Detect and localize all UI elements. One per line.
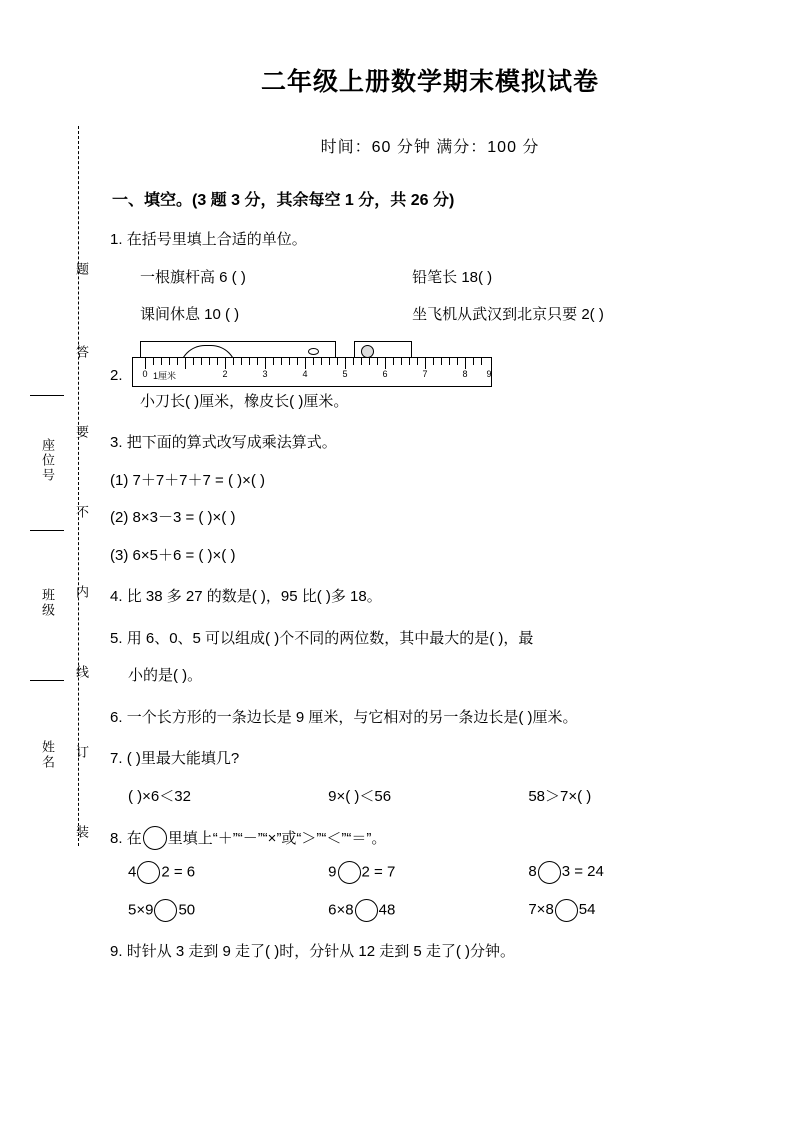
binding-rule-1 (30, 395, 64, 396)
binding-label-yao: 要 (74, 425, 89, 440)
question-3-item-1: (1) 7＋7＋7＋7 = ( )×( ) (110, 471, 266, 489)
question-2-number: 2. (110, 366, 123, 384)
binding-label-ti: 题 (74, 262, 89, 277)
question-2-figure (132, 341, 750, 387)
question-7-items (128, 786, 750, 809)
binding-field-class: 班级 (40, 588, 55, 618)
ruler-icon (132, 357, 492, 387)
page-title: 二年级上册数学期末模拟试卷 (260, 68, 599, 96)
question-5 (110, 628, 750, 651)
question-7 (110, 748, 750, 771)
exam-info: 时间：60 分钟 满分：100 分 (320, 139, 540, 156)
question-6-number: 6. (110, 708, 123, 726)
question-4-number: 4. (110, 588, 123, 605)
question-6-stem: 一个长方形的一条边长是 9 厘米，与它相对的另一条边长是( )厘米。 (126, 708, 578, 726)
binding-label-ding: 订 (74, 745, 89, 760)
question-8-stem-prefix: 在 (126, 829, 142, 847)
operator-blank-circle-icon (355, 899, 378, 922)
ruler-unit-label: 1厘米 (153, 370, 177, 381)
ruler-number-0: 0 (142, 368, 148, 379)
binding-rule-3 (30, 680, 64, 681)
question-8-row-2 (128, 899, 750, 922)
question-9-number: 9. (110, 943, 123, 960)
question-9-stem: 时针从 3 走到 9 走了( )时，分针从 12 走到 5 走了( )分钟。 (126, 943, 516, 960)
question-7-stem: ( )里最大能填几? (126, 750, 240, 767)
operator-blank-circle-icon (538, 861, 561, 884)
binding-label-zhuang: 装 (74, 825, 89, 840)
knife-hole (308, 348, 319, 355)
question-1-stem: 在括号里填上合适的单位。 (126, 231, 307, 248)
binding-label-xian: 线 (74, 665, 89, 680)
dashed-fold-line (78, 126, 79, 846)
question-8-stem-suffix: 里填上“＋”“－”“×”或“＞”“＜”“＝”。 (167, 829, 387, 847)
ruler-number-4: 4 (302, 368, 308, 379)
question-1-row-1-left: 一根旗杆高 6 ( ) (140, 268, 246, 286)
eraser-icon (354, 341, 412, 358)
question-7-item-1: ( )×6＜32 (128, 787, 191, 805)
question-3-item-3: (3) 6×5＋6 = ( )×( ) (110, 546, 236, 564)
question-1-row-2-right: 坐飞机从武汉到北京只要 2( ) (412, 306, 604, 323)
ruler-number-7: 7 (422, 368, 428, 379)
binding-strip (0, 0, 110, 1122)
operator-blank-circle-icon (338, 861, 361, 884)
pocket-knife-icon (140, 341, 336, 358)
ruler-number-9: 9 (486, 368, 492, 379)
binding-field-seat-number: 座位号 (40, 438, 55, 483)
question-8-row-1 (128, 861, 750, 884)
question-5-number: 5. (110, 629, 123, 647)
question-5-stem-line-1: 用 6、0、5 可以组成( )个不同的两位数，其中最大的是( )，最 (126, 629, 534, 647)
question-8 (110, 827, 750, 851)
question-7-number: 7. (110, 750, 123, 767)
question-8-expr-2: 9 2 = 7 (328, 861, 524, 884)
binding-label-da: 答 (74, 345, 89, 360)
binding-rule-2 (30, 530, 64, 531)
binding-field-name: 姓名 (40, 740, 55, 770)
question-3-stem: 把下面的算式改写成乘法算式。 (126, 434, 337, 451)
exam-paper (110, 0, 750, 1122)
question-8-number: 8. (110, 829, 123, 847)
operator-blank-circle-icon (555, 899, 578, 922)
ruler-number-3: 3 (262, 368, 268, 379)
binding-label-bu: 不 (74, 505, 89, 520)
question-2-answer-line: 小刀长( )厘米，橡皮长( )厘米。 (140, 392, 349, 410)
operator-blank-circle-icon (143, 826, 167, 850)
ruler-number-2: 2 (222, 368, 228, 379)
question-1 (110, 229, 750, 252)
question-3-number: 3. (110, 434, 123, 451)
question-5-stem-line-2: 小的是( )。 (128, 667, 203, 684)
question-4-stem: 比 38 多 27 的数是( )，95 比( )多 18。 (126, 588, 382, 605)
question-8-expr-6: 7×8 54 (528, 901, 595, 918)
question-3 (110, 432, 750, 455)
question-7-item-2: 9×( )＜56 (328, 787, 392, 805)
section-heading-fill-in-blank: 一、填空。(3 题 3 分，其余每空 1 分，共 26 分) (112, 192, 455, 209)
question-8-expr-4: 5×9 50 (128, 899, 324, 922)
question-9 (110, 941, 750, 964)
question-8-expr-1: 4 2 = 6 (128, 861, 324, 884)
question-7-item-3: 58＞7×( ) (528, 787, 592, 805)
operator-blank-circle-icon (137, 861, 160, 884)
question-8-expr-3: 8 3 = 24 (528, 863, 603, 880)
question-1-number: 1. (110, 231, 123, 248)
ruler-number-6: 6 (382, 368, 388, 379)
operator-blank-circle-icon (154, 899, 177, 922)
question-1-row-2-left: 课间休息 10 ( ) (140, 306, 240, 323)
binding-label-nei: 内 (74, 585, 89, 600)
ruler-number-5: 5 (342, 368, 348, 379)
question-3-item-2: (2) 8×3－3 = ( )×( ) (110, 509, 236, 526)
question-6 (110, 707, 750, 730)
question-4 (110, 586, 750, 609)
ruler-number-8: 8 (462, 368, 468, 379)
question-1-row-1 (140, 267, 750, 290)
question-1-row-2 (140, 304, 750, 327)
question-1-row-1-right: 铅笔长 18( ) (412, 268, 493, 286)
question-8-expr-5: 6×8 48 (328, 899, 524, 922)
